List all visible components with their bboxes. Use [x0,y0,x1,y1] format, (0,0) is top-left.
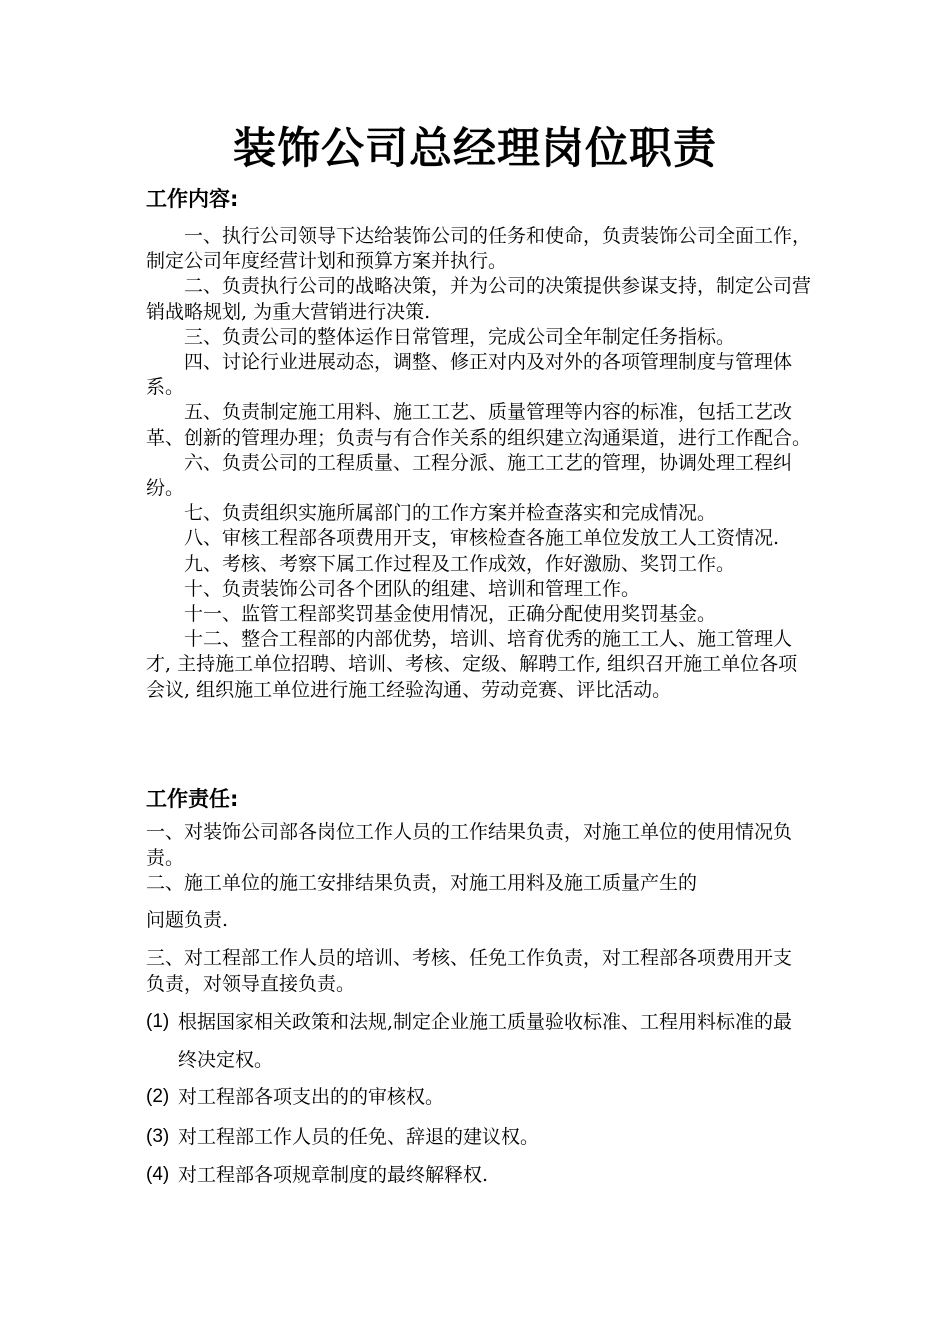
list-item: 十二、整合工程部的内部优势，培训、培育优秀的施工工人、施工管理人才, 主持施工单位招聘、培训、考核、定级、解聘工作, 组织召开施工单位各项会议, 组织施工单位进行施工经验沟通、劳动竞赛、评比活动。 [146,628,798,701]
list-item: 七、负责组织实施所属部门的工作方案并检查落实和完成情况。 [184,502,717,525]
list-item: 八、审核工程部各项费用开支，审核检查各施工单位发放工人工资情况. [184,527,780,550]
responsibility-item: 三、对工程部工作人员的培训、考核、任免工作负责，对工程部各项费用开支负责，对领导直接负责。 [146,947,793,995]
authority-text: 根据国家相关政策和法规,制定企业施工质量验收标准、工程用料标准的最终决定权。 [178,1011,793,1071]
list-item: 十、负责装饰公司各个团队的组建、培训和管理工作。 [184,577,641,600]
authority-text: 对工程部工作人员的任免、辞退的建议权。 [178,1126,540,1148]
list-item: 九、考核、考察下属工作过程及工作成效，作好激励、奖罚工作。 [184,552,736,575]
responsibility-item: 二、施工单位的施工安排结果负责，对施工用料及施工质量产生的 [146,872,698,894]
authority-number: (4) [146,1164,170,1185]
list-item: 三、负责公司的整体运作日常管理，完成公司全年制定任务指标。 [184,325,736,348]
authority-list [146,1003,806,1079]
list-item: 六、负责公司的工程质量、工程分派、施工工艺的管理，协调处理工程纠纷。 [146,451,793,500]
authority-text: 对工程部各项支出的的审核权。 [178,1086,445,1108]
list-item: 一、执行公司领导下达给装饰公司的任务和使命，负责装饰公司全面工作，制定公司年度经营计划和预算方案并执行。 [146,225,812,273]
authority-item [146,1078,806,1116]
list-item: 四、讨论行业进展动态，调整、修正对内及对外的各项管理制度与管理体系。 [146,351,793,399]
work-content-list [146,224,816,703]
page-title: 装饰公司总经理岗位职责 [233,124,717,174]
authority-number: (2) [146,1086,170,1107]
authority-item [146,1156,806,1194]
responsibility-item-continuation: 问题负责. [146,909,229,931]
list-item: 二、负责执行公司的战略决策，并为公司的决策提供参谋支持，制定公司营销战略规划, 为重大营销进行决策. [146,275,812,323]
authority-number: (1) [146,1011,170,1032]
authority-list [146,1118,806,1156]
section-heading-work-responsibility: 工作责任: [146,787,239,811]
authority-item [146,1118,806,1156]
authority-list [146,1156,806,1194]
list-item: 五、负责制定施工用料、施工工艺、质量管理等内容的标准，包括工艺改革、创新的管理办理；负责与有合作关系的组织建立沟通渠道，进行工作配合。 [146,401,812,449]
list-item: 十一、监管工程部奖罚基金使用情况，正确分配使用奖罚基金。 [184,603,717,626]
authority-item [146,1003,806,1079]
authority-number: (3) [146,1126,170,1147]
responsibility-item: 一、对装饰公司部各岗位工作人员的工作结果负责，对施工单位的使用情况负责。 [146,821,793,869]
authority-list [146,1078,806,1116]
authority-text: 对工程部各项规章制度的最终解释权. [178,1164,489,1186]
section-heading-work-content: 工作内容: [146,187,239,211]
